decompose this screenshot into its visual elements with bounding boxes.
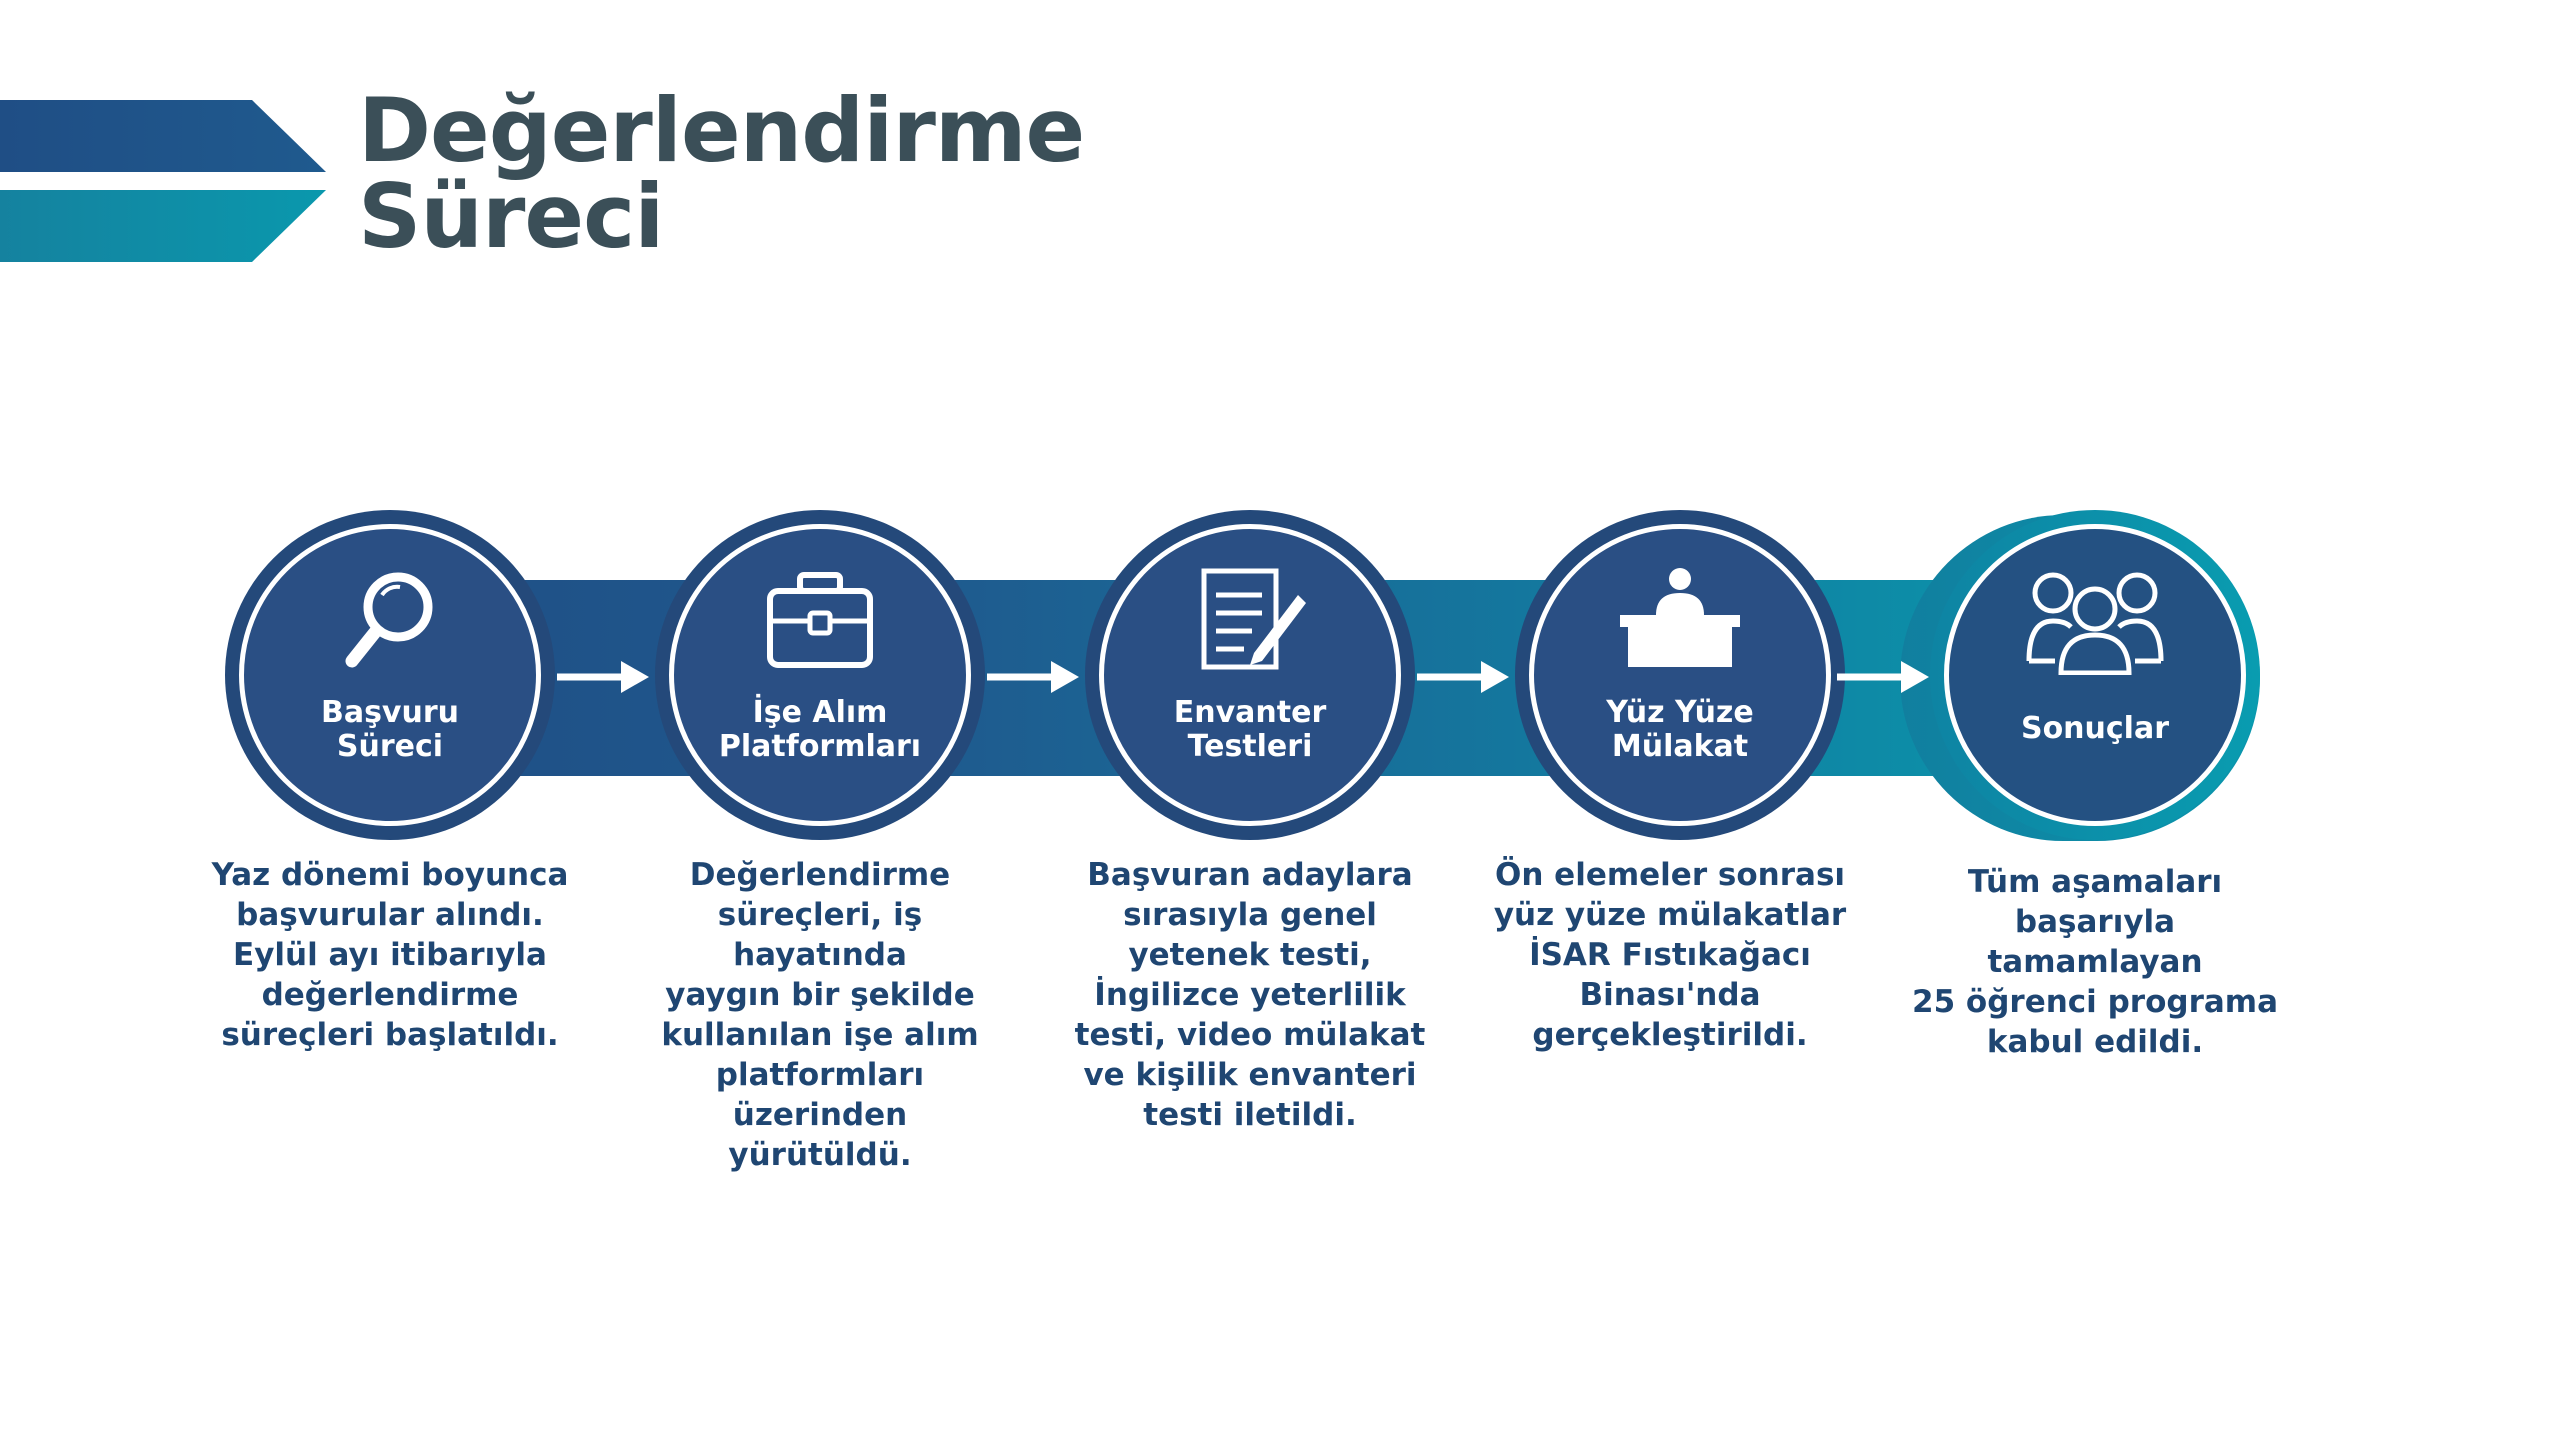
magnifier-icon <box>330 565 450 675</box>
briefcase-icon <box>760 565 880 675</box>
step-label: Başvuru Süreci <box>320 695 460 764</box>
step-basvuru <box>225 510 555 840</box>
interviewer-desk-icon <box>1620 565 1740 675</box>
step-label: Envanter Testleri <box>1173 695 1327 764</box>
step-label: Yüz Yüze Mülakat <box>1606 695 1754 764</box>
document-pen-icon <box>1190 565 1310 675</box>
step-label: İşe Alım Platformları <box>718 695 922 764</box>
step-ise-alim <box>655 510 985 840</box>
title-line-2: Süreci <box>358 165 664 268</box>
title-line-1: Değerlendirme <box>358 79 1085 182</box>
header-chevrons <box>0 100 330 262</box>
step-description-3: Başvuran adaylara sırasıyla genel yetenek testi, İngilizce yeterlilik testi, video mülakat ve kişilik envanteri testi iletildi. <box>1074 857 1426 1133</box>
arrow-right-icon <box>1415 657 1511 697</box>
step-label: Sonuçlar <box>2020 711 2170 746</box>
arrow-right-icon <box>1835 657 1931 697</box>
group-people-icon <box>2025 565 2165 675</box>
step-sonuclar <box>1930 510 2260 840</box>
step-mulakat <box>1515 510 1845 840</box>
step-description-2: Değerlendirme süreçleri, iş hayatında yaygın bir şekilde kullanılan işe alım platformları üzerinden yürütüldü. <box>661 857 979 1173</box>
step-description-5: Tüm aşamaları başarıyla tamamlayan 25 öğrenci programa kabul edildi. <box>1912 864 2278 1060</box>
step-description-1: Yaz dönemi boyunca başvurular alındı. Eylül ayı itibarıyla değerlendirme süreçleri başlatıldı. <box>211 857 569 1053</box>
arrow-right-icon <box>555 657 651 697</box>
arrow-right-icon <box>985 657 1081 697</box>
step-envanter <box>1085 510 1415 840</box>
step-description-4: Ön elemeler sonrası yüz yüze mülakatlar İSAR Fıstıkağacı Binası'nda gerçekleştirildi. <box>1493 857 1847 1053</box>
page-title <box>358 79 1085 268</box>
